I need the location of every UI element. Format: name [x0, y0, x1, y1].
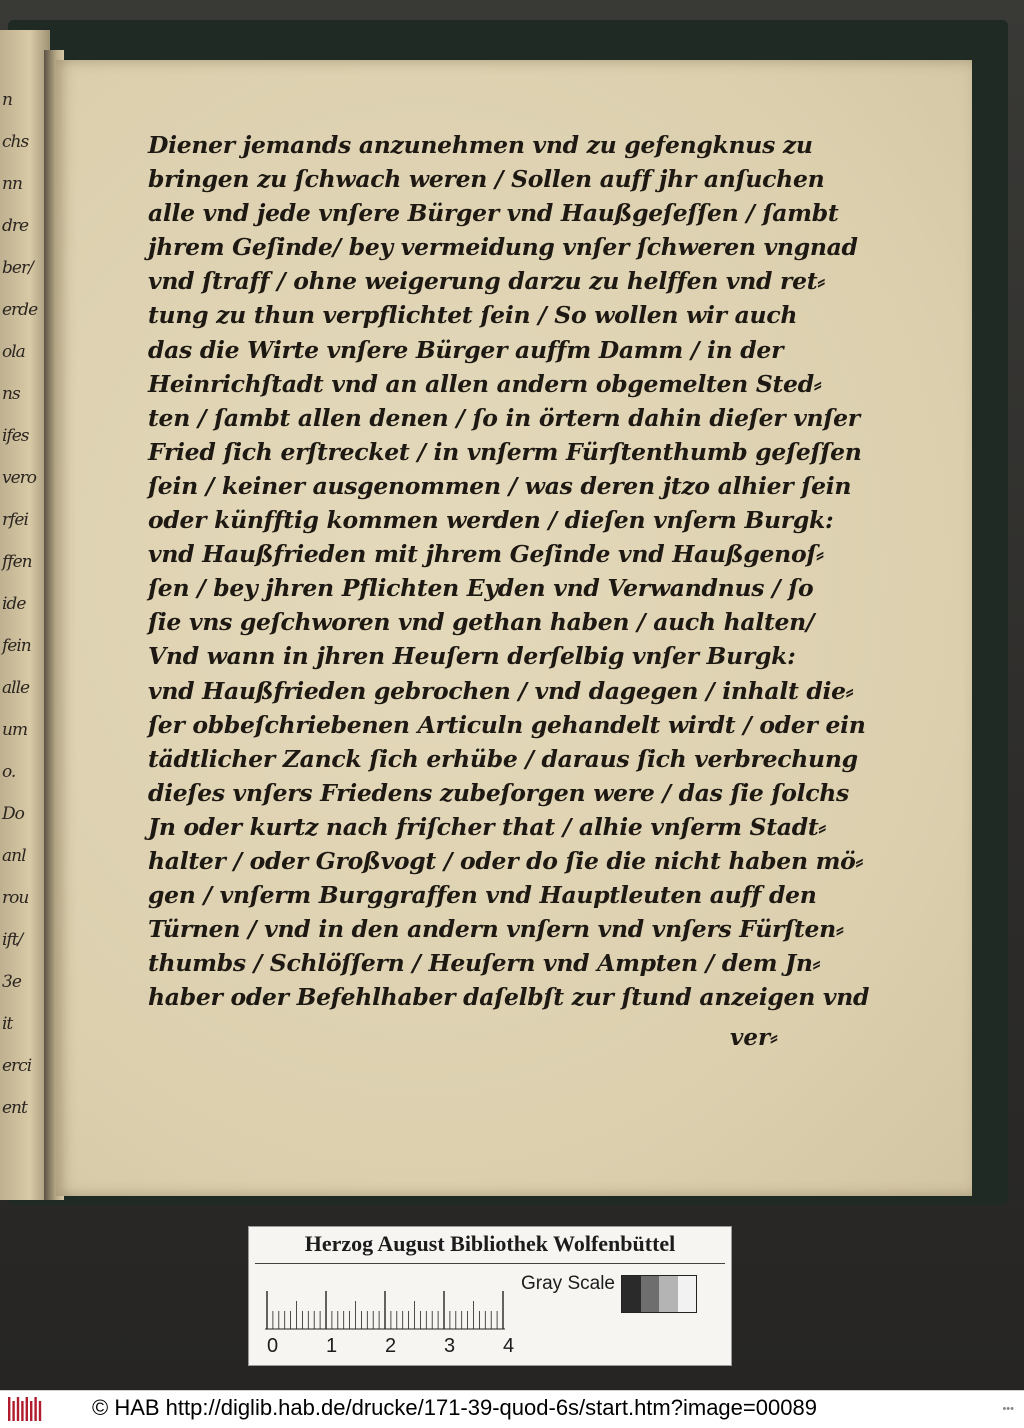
left-page-fragment: it: [2, 1014, 13, 1034]
text-line: ſein / keiner ausgenommen / was deren jtzo alhier ſein: [148, 471, 852, 500]
left-page-fragment: erci: [2, 1056, 32, 1076]
text-line: Fried ſich erſtrecket / in vnſerm Fürſtenthumb geſeſſen: [148, 437, 862, 466]
logo-bar: [30, 1401, 32, 1421]
text-line: das die Wirte vnſere Bürger auffm Damm / in der: [148, 335, 784, 364]
text-line: vnd Haußfrieden mit jhrem Geſinde vnd Haußgenoſ⸗: [148, 540, 824, 569]
text-line: alle vnd jede vnſere Bürger vnd Haußgeſeſſen / ſambt: [148, 199, 839, 228]
logo-bar: [26, 1397, 28, 1421]
left-page-fragment: ent: [2, 1098, 27, 1118]
text-line: Heinrichſtadt vnd an allen andern obgemelten Sted⸗: [148, 369, 822, 398]
catchword: ver⸗: [730, 1024, 778, 1051]
text-line: ſen / bey jhren Pflichten Eyden vnd Verwandnus / ſo: [148, 574, 814, 603]
ruler-numbers: [257, 1335, 527, 1359]
text-line: oder künfftig kommen werden / dieſen vnſern Burgk:: [148, 506, 834, 535]
chart-title: Herzog August Bibliothek Wolfenbüttel: [304, 1231, 676, 1256]
text-line: halter / oder Großvogt / oder do ſie die nicht haben mö⸗: [148, 846, 864, 875]
text-line: thumbs / Schlöſſern / Heuſern vnd Ampten / dem Jn⸗: [148, 949, 821, 978]
logo-bar: [8, 1397, 10, 1421]
left-page-fragment: ift/: [2, 930, 23, 950]
left-page-text-fragments: [2, 90, 38, 1118]
gray-swatch: [641, 1276, 660, 1312]
left-page-fragment: vero: [2, 468, 37, 488]
left-page-fragment: ifes: [2, 426, 29, 446]
left-page-fragment: Do: [2, 804, 24, 824]
text-line: ſer obbeſchriebenen Articuln gehandelt wirdt / oder ein: [148, 710, 866, 739]
gray-swatch: [678, 1276, 697, 1312]
logo-bar: [39, 1401, 41, 1421]
text-line: vnd ſtraff / ohne weigerung darzu zu helffen vnd ret⸗: [148, 267, 825, 296]
ruler-ticks: [265, 1271, 515, 1331]
left-page-fragment: um: [2, 720, 28, 740]
text-line: haber oder Befehlhaber daſelbſt zur ſtund anzeigen vnd: [148, 983, 870, 1012]
left-page-fragment: ide: [2, 594, 26, 614]
left-page-fragment: ola: [2, 342, 25, 362]
left-page-fragment: dre: [2, 216, 29, 236]
measurement-ruler: [265, 1271, 515, 1331]
left-page-fragment: n: [2, 90, 12, 110]
text-line: jhrem Geſinde/ bey vermeidung vnſer ſchweren vngnad: [148, 233, 858, 262]
text-line: Vnd wann in jhren Heuſern derſelbig vnſer Burgk:: [148, 642, 796, 671]
footer-url[interactable]: © HAB http://diglib.hab.de/drucke/171-39-quod-6s/start.htm?image=00089: [92, 1395, 817, 1420]
text-line: Diener jemands anzunehmen vnd zu gefengknus zu: [148, 131, 813, 159]
left-page-fragment: 3e: [2, 972, 21, 992]
text-line: ſie vns geſchworen vnd gethan haben / auch halten/: [148, 608, 815, 637]
left-page-fragment: alle: [2, 678, 30, 698]
text-line: bringen zu ſchwach weren / Sollen auff jhr anſuchen: [148, 165, 825, 194]
left-page-fragment: o.: [2, 762, 16, 782]
text-line: Jn oder kurtz nach friſcher that / alhie vnſerm Stadt⸗: [148, 812, 826, 841]
logo-bar: [12, 1401, 14, 1421]
left-page-fragment: ffen: [2, 552, 32, 572]
left-page-fragment: ber/: [2, 258, 33, 278]
text-line: gen / vnſerm Burggraffen vnd Hauptleuten auff den: [148, 881, 817, 910]
text-line: Türnen / vnd in den andern vnſern vnd vnſers Fürſten⸗: [148, 915, 844, 944]
left-page-fragment: nn: [2, 174, 22, 194]
ruler-number: 1: [326, 1335, 338, 1357]
chart-divider: [255, 1263, 725, 1264]
gray-swatch: [622, 1276, 641, 1312]
left-page-fragment: erde: [2, 300, 38, 320]
footer-menu-icon[interactable]: •••: [1002, 1403, 1014, 1415]
text-line: ten / ſambt allen denen / ſo in örtern dahin dieſer vnſer: [148, 403, 860, 432]
ruler-number: 2: [385, 1335, 397, 1357]
printed-page: [56, 60, 972, 1196]
gray-scale-label: Gray Scale: [521, 1273, 615, 1294]
left-page-fragment: chs: [2, 132, 29, 152]
text-line: dieſes vnſers Friedens zubeſorgen were / das ſie ſolchs: [148, 778, 849, 807]
logo-bar: [21, 1401, 23, 1421]
text-line: vnd Haußfrieden gebrochen / vnd dagegen / inhalt die⸗: [148, 676, 854, 705]
ruler-number: 4: [503, 1335, 515, 1357]
ruler-number: 0: [267, 1335, 279, 1357]
logo-bar: [34, 1397, 36, 1421]
gray-swatch: [659, 1276, 678, 1312]
footer-bar: [0, 1390, 1024, 1428]
left-page-fragment: ns: [2, 384, 20, 404]
left-page-fragment: rfei: [2, 510, 28, 530]
left-page-fragment: anl: [2, 846, 26, 866]
left-page-edge: [0, 30, 50, 1200]
text-line: tädtlicher Zanck ſich erhübe / daraus ſich verbrechung: [148, 744, 858, 773]
hab-logo-icon: [6, 1397, 44, 1421]
page-body-text: [148, 128, 870, 1014]
left-page-fragment: rou: [2, 888, 29, 908]
ruler-number: 3: [444, 1335, 456, 1357]
color-calibration-chart: [248, 1226, 732, 1366]
logo-bar: [17, 1397, 19, 1421]
text-line: tung zu thun verpflichtet ſein / So wollen wir auch: [148, 301, 798, 330]
left-page-fragment: fein: [2, 636, 31, 656]
gray-scale-swatches: [621, 1275, 697, 1313]
